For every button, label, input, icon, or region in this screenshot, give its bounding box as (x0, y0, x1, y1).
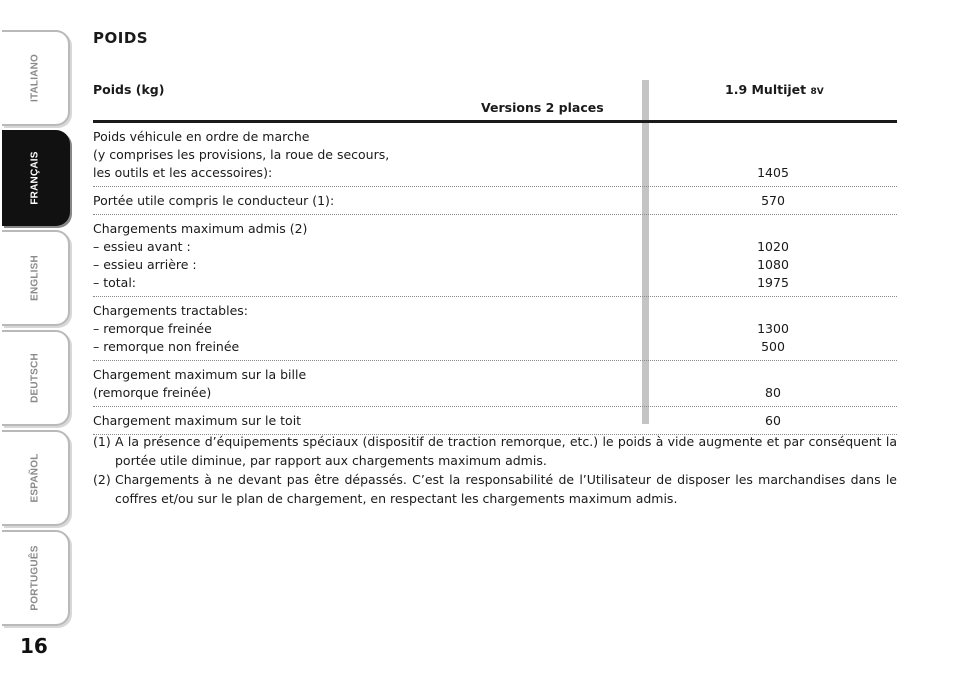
row-label: Portée utile compris le conducteur (1): (93, 193, 335, 208)
table-row (93, 187, 897, 215)
page-number: 16 (20, 634, 48, 658)
row-value: 1405 (757, 165, 789, 180)
section-title: POIDS (93, 29, 149, 47)
table-row (93, 407, 897, 435)
header-weight-label: Poids (kg) (93, 82, 165, 97)
row-value: 570 (761, 193, 785, 208)
table-row (93, 361, 897, 407)
row-label: Chargements tractables: (93, 303, 248, 318)
footnote-text: Chargements à ne devant pas être dépassés. C’est la responsabilité de l’Utilisateur de disposer les marchandises dans le coffres et/ou sur le plan de chargement, en respectant les chargements maximum admis. (115, 472, 897, 506)
row-label: – remorque freinée (93, 321, 212, 336)
tab-label: DEUTSCH (29, 353, 41, 403)
table-row (93, 123, 897, 187)
row-label: Chargement maximum sur la bille (93, 367, 307, 382)
weights-table (93, 80, 897, 435)
footnote (93, 470, 897, 508)
header-versions-label: Versions 2 places (481, 100, 604, 115)
tab-portugues[interactable] (2, 530, 70, 626)
engine-suffix: 8V (810, 87, 824, 97)
table-header (93, 80, 897, 120)
row-label: Poids véhicule en ordre de marche (93, 129, 310, 144)
table-row (93, 215, 897, 297)
row-value: 1300 (757, 321, 789, 336)
row-label: – total: (93, 275, 137, 290)
row-label: Chargement maximum sur le toit (93, 413, 302, 428)
footnote (93, 432, 897, 470)
tab-francais[interactable] (2, 130, 70, 226)
footnotes (93, 432, 897, 508)
tab-espanol[interactable] (2, 430, 70, 526)
footnote-number: (1) (93, 434, 111, 449)
row-value: 80 (765, 385, 781, 400)
row-label: Chargements maximum admis (2) (93, 221, 308, 236)
row-label: – essieu arrière : (93, 257, 197, 272)
header-engine-label (725, 82, 824, 97)
row-value: 1020 (757, 239, 789, 254)
row-label: (y comprises les provisions, la roue de secours, (93, 147, 390, 162)
engine-name: 1.9 Multijet (725, 82, 807, 97)
tab-english[interactable] (2, 230, 70, 326)
tab-italiano[interactable] (2, 30, 70, 126)
tab-label: ESPAÑOL (29, 453, 41, 503)
tab-label: FRANÇAIS (29, 151, 41, 205)
row-value: 1975 (757, 275, 789, 290)
tab-label: ENGLISH (29, 255, 41, 301)
row-value: 1080 (757, 257, 789, 272)
tab-deutsch[interactable] (2, 330, 70, 426)
row-value: 500 (761, 339, 785, 354)
row-label: les outils et les accessoires): (93, 165, 273, 180)
footnote-text: A la présence d’équipements spéciaux (dispositif de traction remorque, etc.) le poids à vide augmente et par conséquent la portée utile diminue, par rapport aux chargements maximum admis. (115, 434, 897, 468)
tab-label: PORTUGUÊS (29, 545, 41, 611)
footnote-number: (2) (93, 472, 111, 487)
row-label: – essieu avant : (93, 239, 191, 254)
table-row (93, 297, 897, 361)
tab-label: ITALIANO (29, 53, 41, 103)
row-label: (remorque freinée) (93, 385, 212, 400)
row-label: – remorque non freinée (93, 339, 240, 354)
row-value: 60 (765, 413, 781, 428)
